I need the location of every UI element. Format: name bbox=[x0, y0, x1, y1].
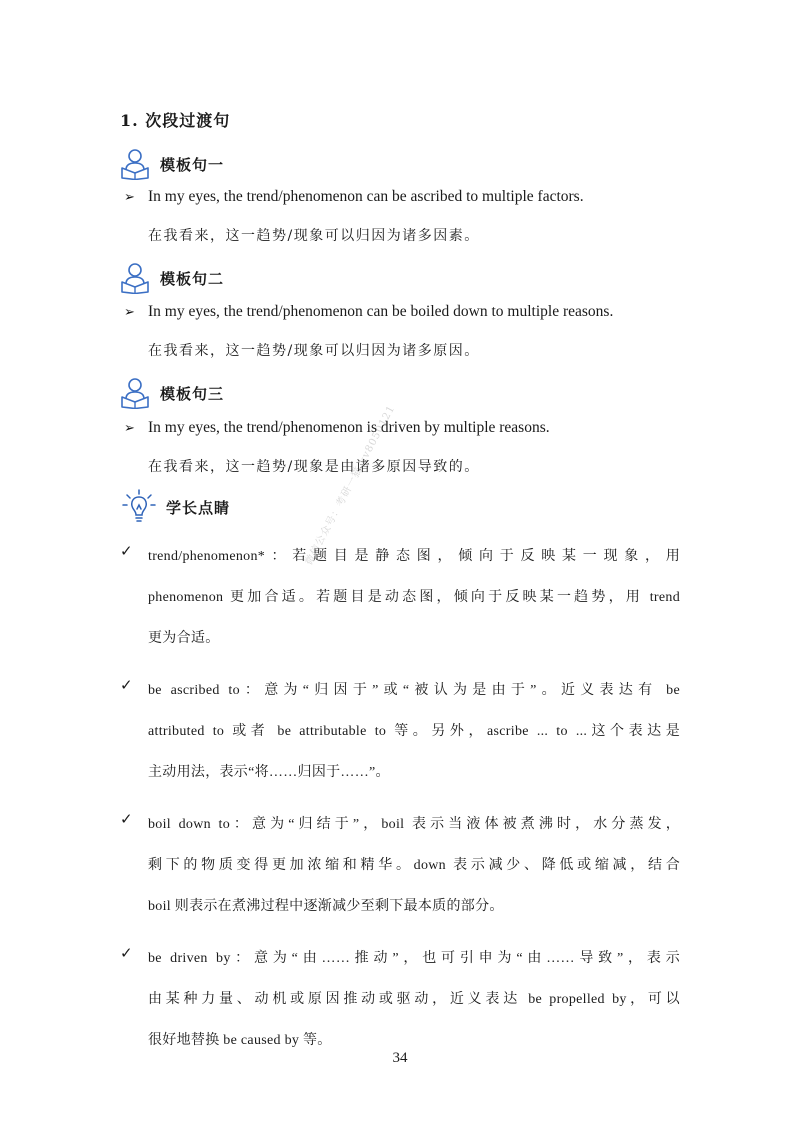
check-icon: ✓ bbox=[120, 810, 133, 828]
arrow-bullet-icon: ➢ bbox=[124, 304, 135, 319]
tip-item bbox=[120, 670, 680, 793]
tip-item bbox=[120, 938, 680, 1061]
tip-line: 主动用法，表示“将……归因于……”。 bbox=[148, 765, 390, 780]
watermark: 微信公众号：考研一猫 kv8050121 bbox=[303, 403, 398, 568]
check-icon: ✓ bbox=[120, 542, 133, 560]
section-heading: 1. 次段过渡句 bbox=[120, 111, 231, 130]
arrow-bullet-icon: ➢ bbox=[124, 189, 135, 204]
reading-person-icon bbox=[120, 377, 150, 409]
tip-line: phenomenon 更加合适。若题目是动态图，倾向于反映某一趋势，用 trend bbox=[148, 590, 680, 605]
template-heading-2 bbox=[120, 260, 224, 296]
tip-line: be driven by：意为“由……推动”，也可引申为“由……导致”，表示 bbox=[148, 951, 680, 966]
tips-heading bbox=[122, 488, 230, 526]
tips-title: 学长点睛 bbox=[166, 498, 231, 517]
page-number: 34 bbox=[392, 1050, 408, 1066]
template-title: 模板句二 bbox=[160, 269, 225, 288]
lightbulb-icon bbox=[122, 489, 156, 525]
arrow-bullet-icon: ➢ bbox=[124, 420, 135, 435]
template-chinese-3: 在我看来，这一趋势/现象是由诸多原因导致的。 bbox=[148, 459, 480, 475]
tip-line: attributed to 或者 be attributable to 等。另外，ascribe ... to ...这个表达是 bbox=[148, 724, 680, 739]
tip-line: 很好地替换 be caused by 等。 bbox=[148, 1033, 332, 1048]
check-icon: ✓ bbox=[120, 676, 133, 694]
tip-item bbox=[120, 536, 680, 659]
reading-person-icon bbox=[120, 148, 150, 180]
template-english-1 bbox=[124, 188, 584, 206]
template-english-2 bbox=[124, 303, 613, 321]
template-chinese-1: 在我看来，这一趋势/现象可以归因为诸多因素。 bbox=[148, 228, 480, 244]
tip-item bbox=[120, 804, 680, 927]
tip-line: trend/phenomenon*：若题目是静态图，倾向于反映某一现象，用 bbox=[148, 549, 680, 564]
template-title: 模板句一 bbox=[160, 155, 225, 174]
tip-line: 更为合适。 bbox=[148, 631, 220, 646]
reading-person-icon bbox=[120, 262, 150, 294]
tip-line: 剩下的物质变得更加浓缩和精华。down 表示减少、降低或缩减，结合 bbox=[148, 858, 680, 873]
tips-list bbox=[120, 536, 680, 1072]
template-english-3 bbox=[124, 419, 550, 437]
english-sentence: In my eyes, the trend/phenomenon can be boiled down to multiple reasons. bbox=[148, 303, 614, 320]
template-heading-1 bbox=[120, 146, 224, 182]
template-title: 模板句三 bbox=[160, 384, 225, 403]
check-icon: ✓ bbox=[120, 944, 133, 962]
tip-line: boil 则表示在煮沸过程中逐渐减少至剩下最本质的部分。 bbox=[148, 899, 504, 914]
tip-line: be ascribed to：意为“归因于”或“被认为是由于”。近义表达有 be bbox=[148, 683, 680, 698]
tip-line: boil down to：意为“归结于”，boil 表示当液体被煮沸时，水分蒸发， bbox=[148, 817, 680, 832]
english-sentence: In my eyes, the trend/phenomenon can be ascribed to multiple factors. bbox=[148, 188, 584, 205]
template-chinese-2: 在我看来，这一趋势/现象可以归因为诸多原因。 bbox=[148, 343, 480, 359]
english-sentence: In my eyes, the trend/phenomenon is driven by multiple reasons. bbox=[148, 419, 550, 436]
tip-line: 由某种力量、动机或原因推动或驱动，近义表达 be propelled by，可以 bbox=[148, 992, 680, 1007]
template-heading-3 bbox=[120, 375, 224, 411]
